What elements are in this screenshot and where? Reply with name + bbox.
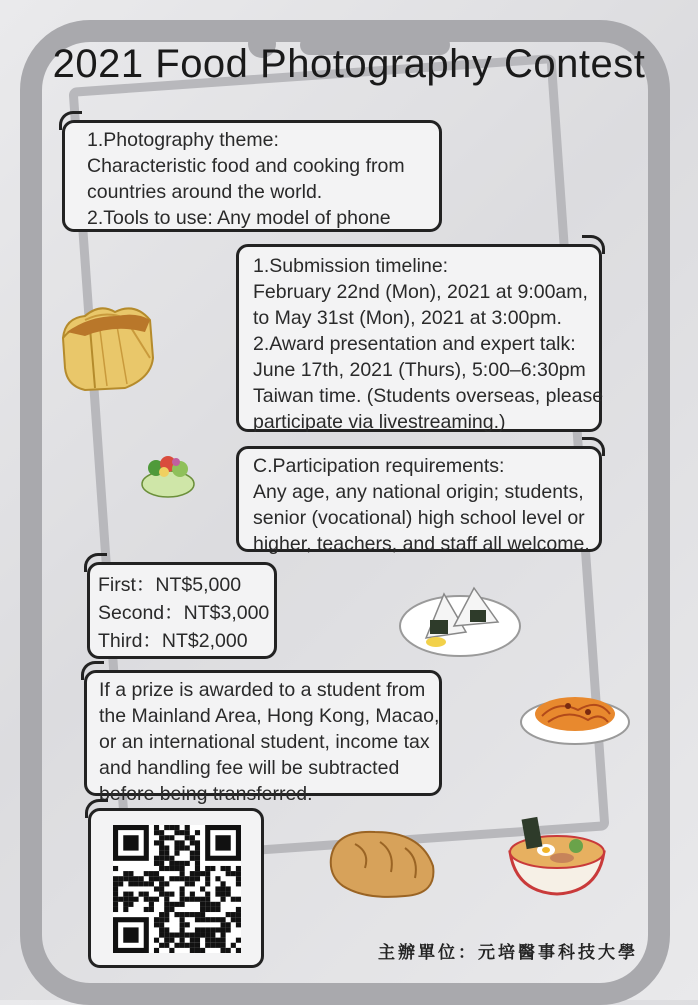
bubble-line: 2.Award presentation and expert talk:	[253, 333, 576, 355]
tax-note-bubble	[84, 670, 442, 805]
bubble-line: 2.Tools to use: Any model of phone	[87, 207, 391, 229]
bubble-line: participate via livestreaming.)	[253, 411, 506, 433]
theme-bubble	[62, 120, 442, 232]
speech-tail	[59, 111, 82, 130]
ramen-bowl-icon	[502, 808, 612, 900]
speech-tail	[84, 553, 107, 572]
spaghetti-plate-icon	[518, 686, 633, 748]
bubble-line: the Mainland Area, Hong Kong, Macao,	[99, 705, 440, 727]
bubble-line: C.Participation requirements:	[253, 455, 505, 477]
salad-bowl-icon	[138, 452, 200, 500]
bubble-line: 1.Submission timeline:	[253, 255, 449, 277]
bubble-line: before being transferred.	[99, 783, 313, 805]
prize-third: Third：NT$2,000	[98, 630, 248, 652]
bubble-line: If a prize is awarded to a student from	[99, 679, 426, 701]
bubble-line: higher, teachers, and staff all welcome.	[253, 533, 590, 555]
bubble-line: Characteristic food and cooking from	[87, 155, 405, 177]
bread-loaf-icon	[55, 298, 160, 393]
bubble-line: February 22nd (Mon), 2021 at 9:00am,	[253, 281, 588, 303]
bubble-line: or an international student, income tax	[99, 731, 430, 753]
speech-tail	[81, 661, 104, 680]
bubble-line: and handling fee will be subtracted	[99, 757, 400, 779]
qr-code-icon[interactable]	[113, 825, 241, 953]
bubble-line: senior (vocational) high school level or	[253, 507, 585, 529]
bubble-line: countries around the world.	[87, 181, 323, 203]
bubble-line: 1.Photography theme:	[87, 129, 279, 151]
rice-balls-plate-icon	[396, 580, 524, 660]
prize-second: Second：NT$3,000	[98, 602, 270, 624]
bubble-line: June 17th, 2021 (Thurs), 5:00–6:30pm	[253, 359, 586, 381]
speech-tail	[85, 799, 108, 818]
prizes-bubble	[87, 562, 277, 659]
bubble-line: Any age, any national origin; students,	[253, 481, 584, 503]
prize-first: First：NT$5,000	[98, 574, 242, 596]
bubble-line: to May 31st (Mon), 2021 at 3:00pm.	[253, 307, 562, 329]
bread-bun-icon	[325, 822, 440, 902]
qr-bubble	[88, 808, 264, 968]
organizer-label: 主辦單位：元培醫事科技大學	[378, 943, 638, 963]
bubble-line: Taiwan time. (Students overseas, please	[253, 385, 604, 407]
page-title: 2021 Food Photography Contest	[52, 42, 646, 86]
timeline-bubble	[236, 244, 602, 432]
requirements-bubble	[236, 446, 602, 555]
